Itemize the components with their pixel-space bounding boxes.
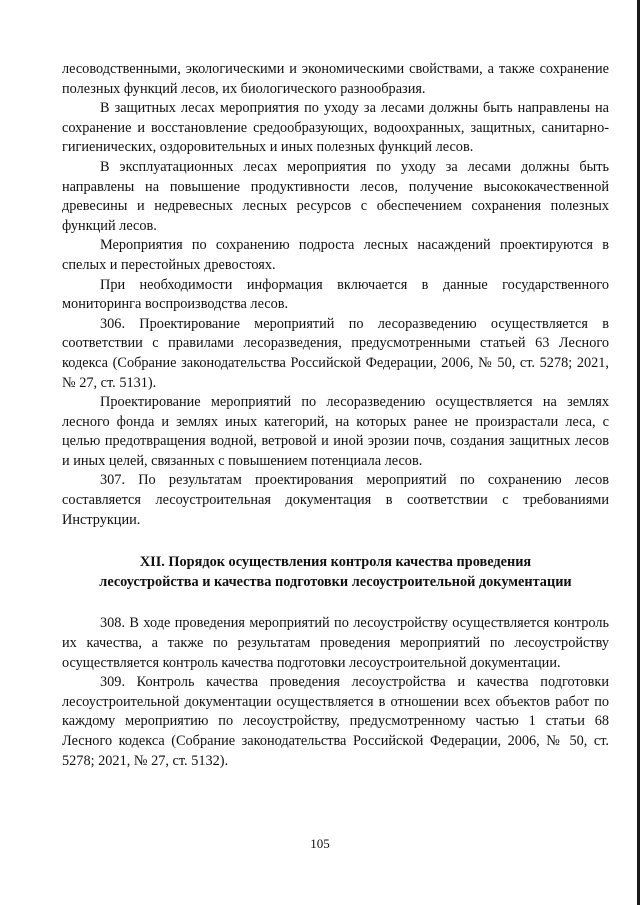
paragraph-monitoring: При необходимости информация включается в данные государственного мониторинга воспроизводства лесов. — [62, 276, 609, 313]
page-number: 105 — [310, 836, 330, 851]
paragraph-308: 308. В ходе проведения мероприятий по лесоустройству осуществляется контроль их качества, а также по результатам проведения мероприятий по лесоустройству осуществляется контроль качества подготовки лесоустроительной документации. — [62, 615, 609, 671]
paragraph-309: 309. Контроль качества проведения лесоустройства и качества подготовки лесоустроительной документации осуществляется в отношении всех объектов работ по каждому мероприятию по лесоустройству, предусмотренному частью 1 статьи 68 Лесного кодекса (Собрание законодательства Российской Федерации, 2006, № 50, ст. 5278; 2021, № 27, ст. 5132). — [62, 674, 609, 769]
paragraph-306: 306. Проектирование мероприятий по лесоразведению осуществляется в соответствии с правилами лесоразведения, предусмотренными статьей 63 Лесного кодекса (Собрание законодательства Российской Федерации, 2006, № 50, ст. 5278; 2021, № 27, ст. 5131). — [62, 315, 609, 391]
section-heading-line-2: лесоустройства и качества подготовки лесоустроительной документации — [99, 573, 572, 590]
paragraph-exploitation-forests: В эксплуатационных лесах мероприятия по уходу за лесами должны быть направлены на повышение продуктивности лесов, получение высококачественной древесины и недревесных лесных ресурсов с обеспечением сохранения полезных функций лесов. — [62, 158, 609, 234]
paragraph-afforestation: Проектирование мероприятий по лесоразведению осуществляется на землях лесного фонда и землях иных категорий, на которых ранее не произрастали леса, с целью предотвращения водной, ветровой и иной эрозии почв, создания защитных лесов и иных целей, связанных с повышением потенциала лесов. — [62, 394, 609, 469]
section-heading-xii — [62, 553, 609, 592]
section-heading-line-1: XII. Порядок осуществления контроля качества проведения — [139, 554, 532, 571]
paragraph-undergrowth: Мероприятия по сохранению подроста лесных насаждений проектируются в спелых и перестойных древостоях. — [62, 237, 609, 273]
document-body — [62, 60, 609, 771]
paragraph-continuation: лесоводственными, экологическими и экономическими свойствами, а также сохранение полезных функций лесов, их биологического разнообразия. — [62, 61, 609, 97]
paragraph-protective-forests: В защитных лесах мероприятия по уходу за лесами должны быть направлены на сохранение и восстановление средообразующих, водоохранных, защитных, санитарно-гигиенических, оздоровительных и иных полезных функций лесов. — [62, 100, 609, 156]
paragraph-307: 307. По результатам проектирования мероприятий по сохранению лесов составляется лесоустроительная документация в соответствии с требованиями Инструкции. — [62, 472, 609, 528]
